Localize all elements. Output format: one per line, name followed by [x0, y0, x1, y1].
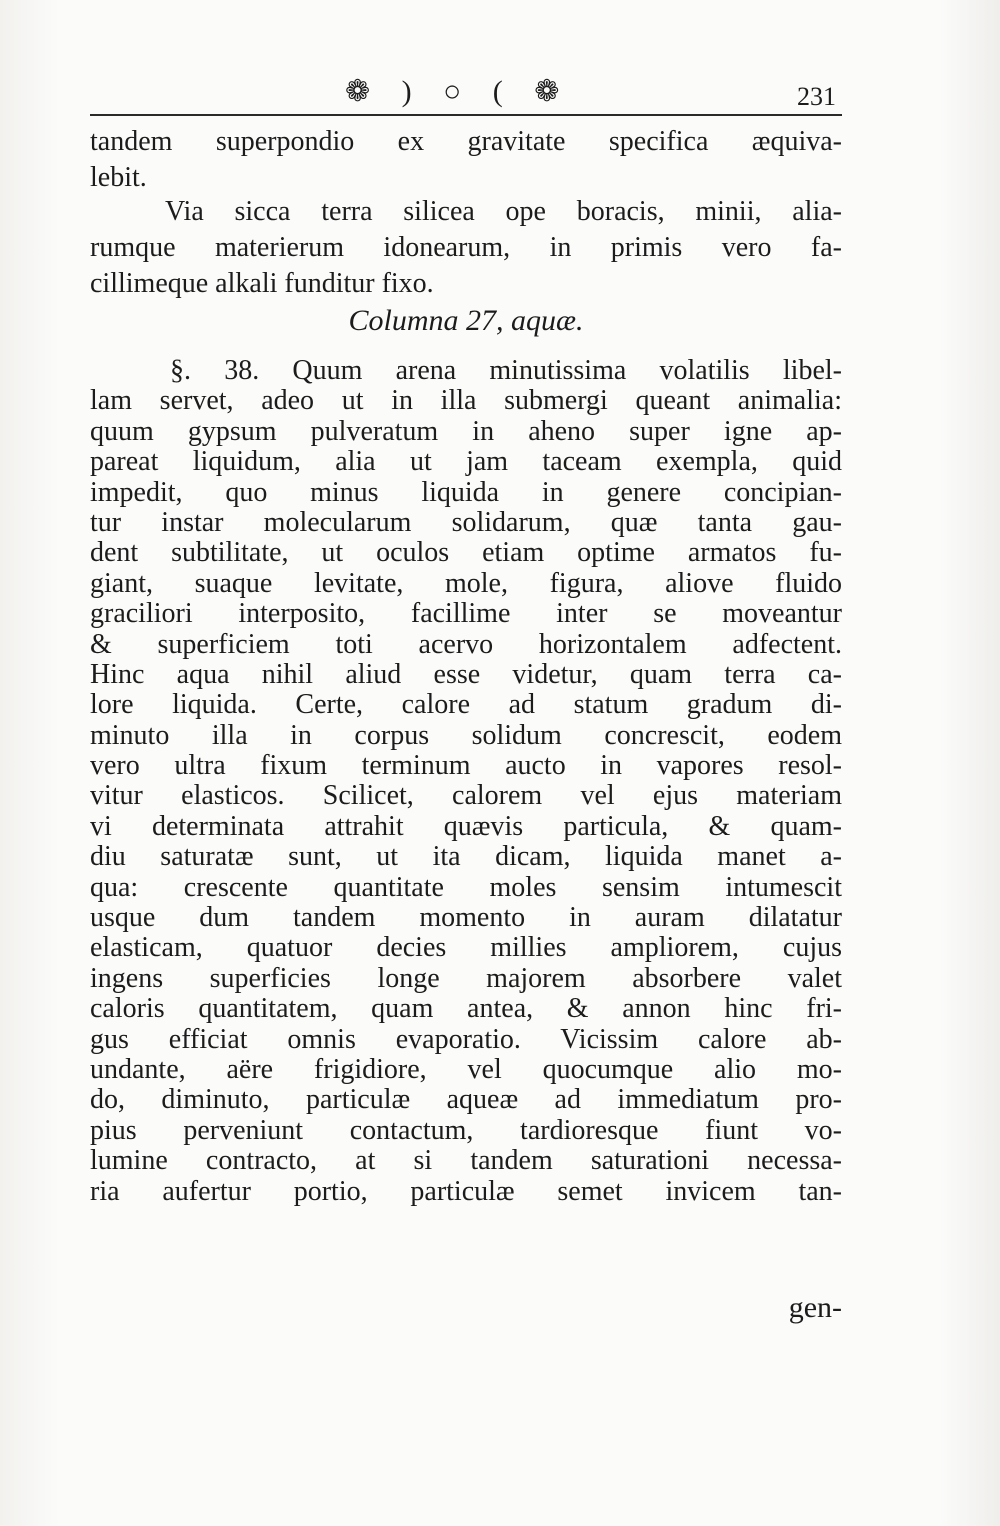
- text-line: elasticam, quatuor decies millies ampliorem, cujus: [90, 932, 842, 964]
- text-line: lam servet, adeo ut in illa submergi queant animalia:: [90, 385, 842, 417]
- running-header: [90, 70, 842, 114]
- paragraph-1: [90, 124, 842, 196]
- text-line: quum gypsum pulveratum in aheno super igne ap-: [90, 415, 842, 447]
- text-line: pareat liquidum, alia ut jam taceam exempla, quid: [90, 446, 842, 478]
- header-rule: [90, 114, 842, 116]
- section-heading: Columna 27, aquæ.: [348, 304, 584, 337]
- page-number: 231: [797, 82, 836, 111]
- text-line: qua: crescente quantitate moles sensim intumescit: [90, 871, 842, 903]
- text-line: lore liquida. Certe, calore ad statum gradum di-: [90, 689, 842, 721]
- text-line: pius perveniunt contactum, tardioresque fiunt vo-: [90, 1114, 842, 1146]
- text-line: impedit, quo minus liquida in genere concipian-: [90, 476, 842, 508]
- text-line: vi determinata attrahit quævis particula, & quam-: [90, 810, 842, 842]
- text-line: usque dum tandem momento in auram dilatatur: [90, 902, 842, 934]
- text-line: tur instar molecularum solidarum, quæ tanta gau-: [90, 506, 842, 538]
- text-line: graciliori interposito, facillime inter se moveantur: [90, 598, 842, 630]
- text-line: lebit.: [90, 162, 147, 193]
- text-line: vero ultra fixum terminum aucto in vapores resol-: [90, 750, 842, 782]
- text-line: lumine contracto, at si tandem saturationi necessa-: [90, 1145, 842, 1177]
- text-line: §. 38. Quum arena minutissima volatilis libel-: [170, 355, 842, 386]
- text-line: giant, suaque levitate, mole, figura, aliove fluido: [90, 567, 842, 599]
- text-line: Hinc aqua nihil aliud esse videtur, quam terra ca-: [90, 658, 842, 690]
- text-line: gus efficiat omnis evaporatio. Vicissim calore ab-: [90, 1023, 842, 1055]
- text-line: & superficiem toti acervo horizontalem adfectent.: [90, 628, 842, 660]
- paragraph-2: [90, 194, 842, 302]
- text-line: caloris quantitatem, quam antea, & annon hinc fri-: [90, 993, 842, 1025]
- text-line: rumque materierum idonearum, in primis vero fa-: [90, 232, 842, 263]
- header-ornament: ❁ ) ○ ( ❁: [345, 75, 572, 108]
- text-line: do, diminuto, particulæ aqueæ ad immediatum pro-: [90, 1084, 842, 1116]
- text-line: ingens superficies longe majorem absorbere valet: [90, 962, 842, 994]
- text-line: Via sicca terra silicea ope boracis, minii, alia-: [165, 196, 842, 227]
- text-line: diu saturatæ sunt, ut ita dicam, liquida manet a-: [90, 841, 842, 873]
- text-line: tandem superpondio ex gravitate specifica æquiva-: [90, 126, 842, 157]
- paragraph-3: [90, 356, 842, 1207]
- text-line: cillimeque alkali funditur fixo.: [90, 268, 434, 299]
- text-line: dent subtilitate, ut oculos etiam optime armatos fu-: [90, 537, 842, 569]
- text-line: vitur elasticos. Scilicet, calorem vel ejus materiam: [90, 780, 842, 812]
- catchword: gen-: [788, 1291, 842, 1324]
- text-line: undante, aëre frigidiore, vel quocumque alio mo-: [90, 1053, 842, 1085]
- text-line: ria aufertur portio, particulæ semet invicem tan-: [90, 1175, 842, 1207]
- text-line: minuto illa in corpus solidum concrescit, eodem: [90, 719, 842, 751]
